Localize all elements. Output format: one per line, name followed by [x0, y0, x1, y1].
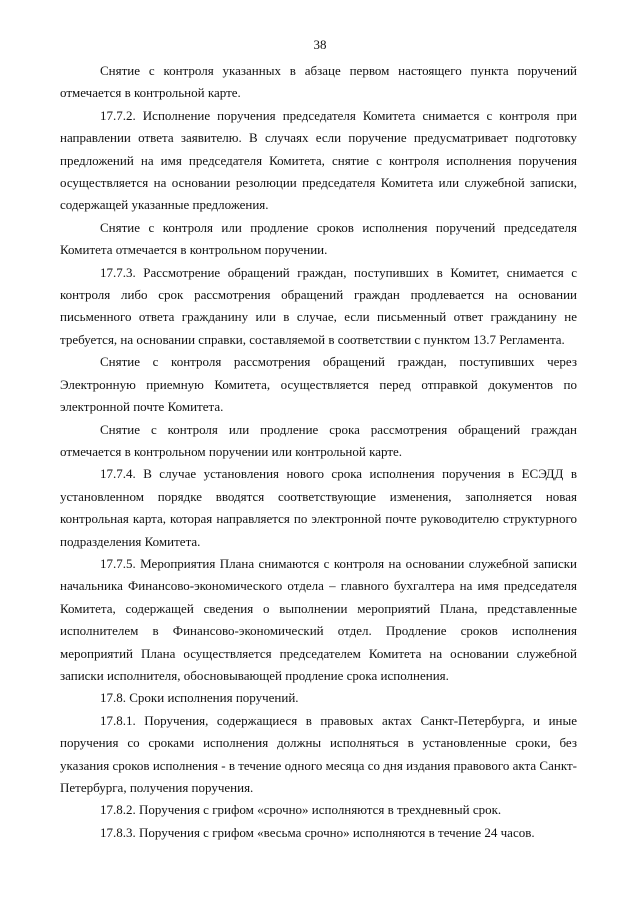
paragraph-17-8-3: 17.8.3. Поручения с грифом «весьма срочно» исполняются в течение 24 часов. — [100, 824, 535, 840]
paragraph-17-8: 17.8. Сроки исполнения поручений. — [100, 690, 299, 706]
paragraph-electronic-reception: Снятие с контроля рассмотрения обращений граждан, поступивших через Электронную приемную Комитета, осуществляется перед отправкой документов по электронной почте Комитета. — [60, 354, 577, 415]
paragraph-17-7-2: 17.7.2. Исполнение поручения председателя Комитета снимается с контроля при направлении ответа заявителю. В случаях если поручение предусматривает подготовку предложений на имя председателя Комитета, снятие с контроля исполнения поручения осуществляется на основании резолюции председателя Комитета или служебной записки, содержащей указанные предложения. — [60, 107, 577, 213]
paragraph-removal-note-chairman: Снятие с контроля или продление сроков исполнения поручений председателя Комитета отмечается в контрольном поручении. — [60, 219, 577, 258]
paragraph-17-7-5: 17.7.5. Мероприятия Плана снимаются с контроля на основании служебной записки начальника Финансово-экономического отдела – главного бухгалтера на имя председателя Комитета, содержащей сведения о выполнении мероприятий Плана, представленные исполнителем в Финансово-экономический отдел. Продление сроков исполнения мероприятий Плана осуществляется председателем Комитета на основании служебной записки исполнителя, обосновывающей продление срока исполнения. — [60, 555, 577, 683]
page-number: 38 — [313, 37, 327, 52]
document-body — [60, 60, 577, 844]
paragraph-17-8-1: 17.8.1. Поручения, содержащиеся в правовых актах Санкт-Петербурга, и иные поручения со сроками исполнения должны исполняться в установленные сроки, без указания сроков исполнения - в течение одного месяца со дня издания правового акта Санкт-Петербурга, получения поручения. — [60, 712, 577, 795]
paragraph-17-8-2: 17.8.2. Поручения с грифом «срочно» исполняются в трехдневный срок. — [100, 802, 502, 818]
paragraph-removal-note-card: Снятие с контроля указанных в абзаце первом настоящего пункта поручений отмечается в контрольной карте. — [60, 63, 577, 101]
paragraph-17-7-4: 17.7.4. В случае установления нового срока исполнения поручения в ЕСЭДД в установленном порядке вводятся соответствующие изменения, заполняется новая контрольная карта, которая направляется по электронной почте руководителю структурного подразделения Комитета. — [60, 466, 577, 549]
paragraph-17-7-3: 17.7.3. Рассмотрение обращений граждан, поступивших в Комитет, снимается с контроля либо срок рассмотрения обращений граждан продлевается на основании письменного ответа гражданину или в случае, если письменный ответ гражданину не требуется, на основании справки, составляемой в соответствии с пунктом 13.7 Регламента. — [60, 264, 577, 347]
paragraph-citizen-appeals-note: Снятие с контроля или продление срока рассмотрения обращений граждан отмечается в контрольном поручении или контрольной карте. — [60, 421, 577, 459]
